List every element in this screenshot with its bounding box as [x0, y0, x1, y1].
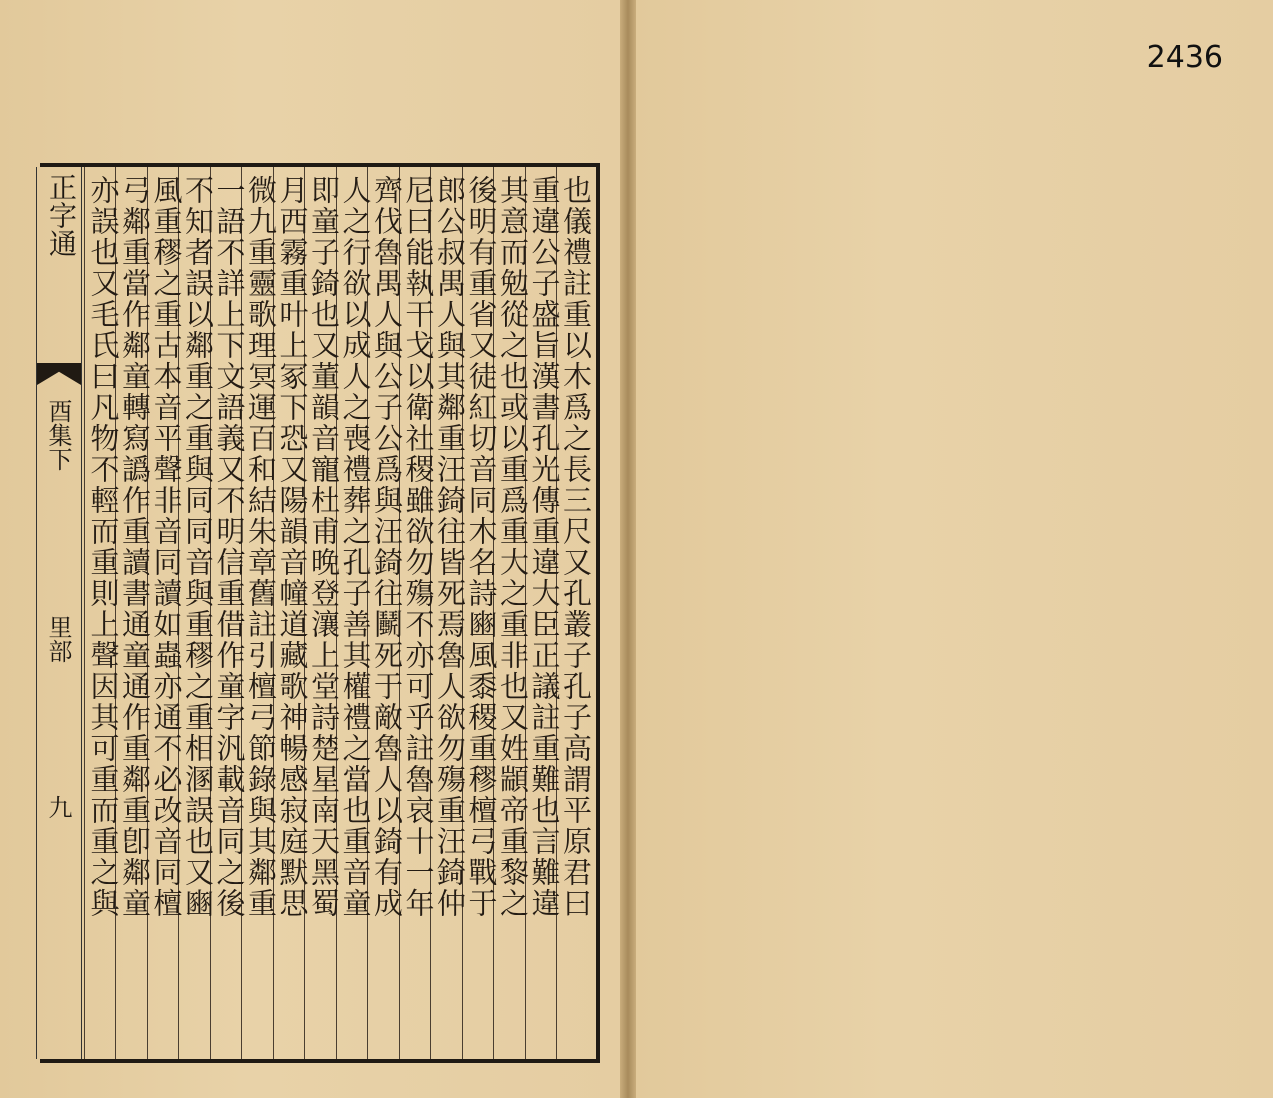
text-column: 不知者誤以鄰重之重與同同音與重穋之重相溷誤也又豳: [181, 175, 215, 919]
column-rule: [84, 167, 85, 1059]
right-page: [636, 0, 1273, 1098]
text-column: 尼曰能執干戈以衛社稷雖欲勿殤不亦可乎註魯哀十一年: [401, 175, 436, 919]
text-column: 亦誤也又毛氏曰凡物不輕而重則上聲因其可重而重之與: [86, 175, 121, 919]
left-text-frame: [40, 163, 600, 1063]
left-page: [0, 0, 620, 1098]
text-column: 風重穋之重古本音平聲非音同讀如蟲亦通不必改音同檀: [149, 175, 184, 919]
banner-radical: 里部: [44, 615, 72, 663]
text-column: 齊伐魯禺人與公子公爲與汪錡往鬭死于敵魯人以錡有成: [370, 175, 404, 919]
banner-folio: 九: [44, 795, 72, 819]
text-column: 重違公子盛旨漢書孔光傳重違大臣正議註重難也言難違: [527, 175, 562, 919]
text-column: 月西霧重叶上冢下恐又陽韻音幢道藏歌神暢感寂庭默思: [275, 175, 310, 919]
text-column: 其意而勉從之也或以重爲重大之重非也又姓顓帝重黎之: [496, 175, 530, 919]
text-column: 人之行欲以成人之喪禮葬之孔子善其權禮之當也重音童: [338, 175, 373, 919]
page-number: 2436: [1146, 40, 1223, 75]
banner-fishtail: [37, 363, 81, 385]
text-column: 弓鄰重當作鄰童轉寫譌作重讀書通童通作重鄰重卽鄰童: [118, 175, 152, 919]
text-column: 後明有重省又徒紅切音同木名詩豳風黍稷重穋檀弓戰于: [464, 175, 499, 919]
text-column: 也儀禮註重以木爲之長三尺又孔叢子孔子高謂平原君曰: [559, 175, 593, 919]
banner-section: 酉集下: [44, 399, 72, 471]
banner-title: 正字通: [45, 173, 78, 257]
text-column: 郎公叔禺人與其鄰重汪錡往皆死焉魯人欲勿殤重汪錡仲: [433, 175, 467, 919]
book-gutter: [620, 0, 636, 1098]
text-column: 一語不詳上下文語義又不明信重借作童字汎載音同之後: [212, 175, 247, 919]
left-page-banner: [36, 167, 82, 1059]
text-column: 即童子錡也又董韻音寵杜甫晚登瀼上堂詩楚星南天黑蜀: [307, 175, 341, 919]
text-column: 微九重靈歌理冥運百和結朱章舊註引檀弓節錄與其鄰重: [244, 175, 278, 919]
